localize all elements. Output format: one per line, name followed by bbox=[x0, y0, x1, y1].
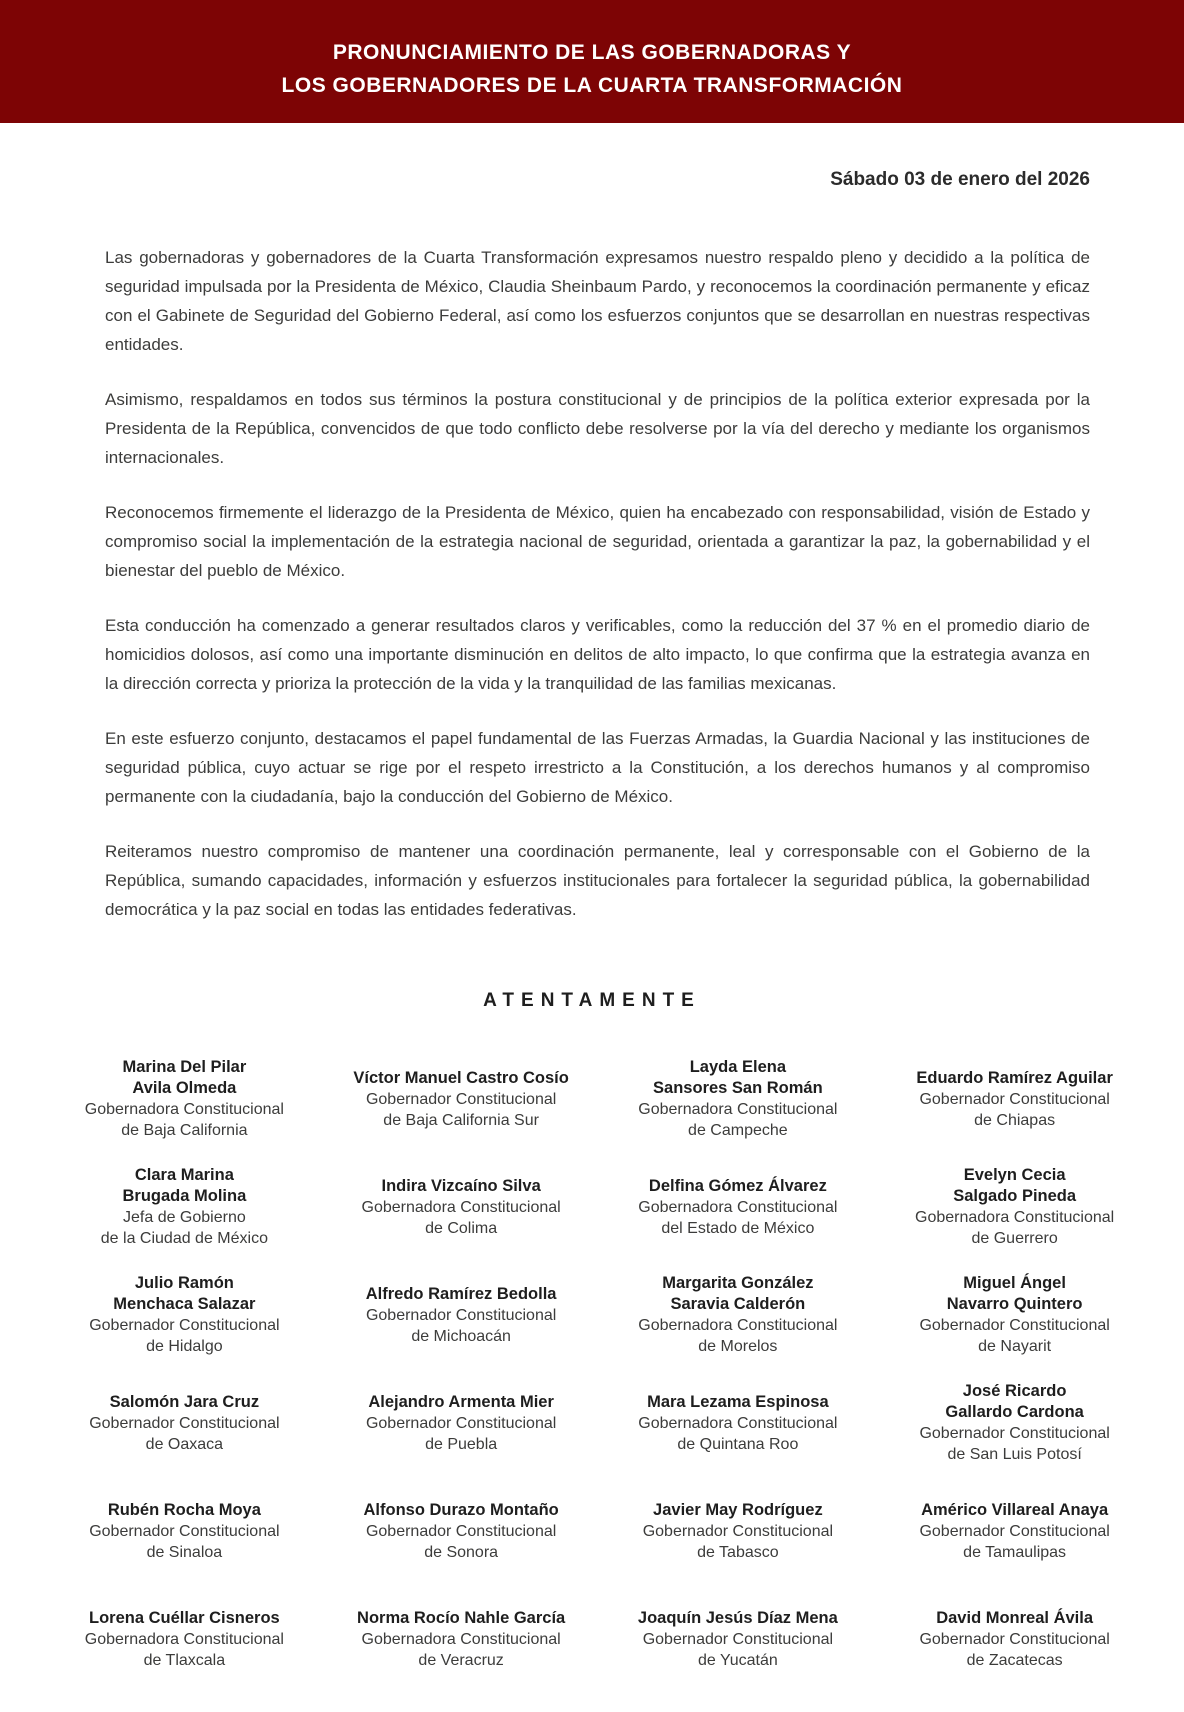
signatory-block bbox=[55, 1056, 314, 1142]
signatory-block bbox=[609, 1488, 868, 1574]
signatory-name: Delfina Gómez Álvarez bbox=[648, 1176, 827, 1195]
signatory-block bbox=[55, 1488, 314, 1574]
signatory-title: Gobernadora Constitucional del Estado de México bbox=[638, 1198, 838, 1237]
signatory-title: Gobernadora Constitucional de Morelos bbox=[638, 1317, 838, 1355]
signatory-block bbox=[885, 1596, 1144, 1682]
signatory-name: Víctor Manuel Castro Cosío bbox=[353, 1068, 569, 1087]
signatory-title: Gobernadora Constitucional de Baja California bbox=[84, 1101, 284, 1139]
signatory-name: Layda Elena Sansores San Román bbox=[653, 1058, 823, 1097]
signatory-name: Evelyn Cecia Salgado Pineda bbox=[953, 1166, 1077, 1205]
signatory-title: Gobernador Constitucional de Baja California Sur bbox=[365, 1090, 557, 1129]
signatory-title: Gobernador Constitucional de Sinaloa bbox=[89, 1522, 280, 1561]
signatory-name: Norma Rocío Nahle García bbox=[357, 1608, 566, 1627]
signatory-block bbox=[332, 1056, 591, 1142]
signatory-title: Gobernador Constitucional de Yucatán bbox=[642, 1630, 834, 1669]
signatory-title: Gobernador Constitucional de Sonora bbox=[365, 1522, 557, 1561]
signatory-block bbox=[332, 1596, 591, 1682]
signatory-block bbox=[332, 1272, 591, 1358]
signatory-title: Gobernador Constitucional de Nayarit bbox=[919, 1317, 1110, 1355]
signatory-block bbox=[55, 1164, 314, 1250]
signatory-block bbox=[55, 1596, 314, 1682]
document-title-line2: LOS GOBERNADORES DE LA CUARTA TRANSFORMACIÓN bbox=[281, 73, 903, 97]
signatory-name: Rubén Rocha Moya bbox=[107, 1500, 261, 1519]
signatory-name: David Monreal Ávila bbox=[936, 1608, 1094, 1627]
signatory-name: Mara Lezama Espinosa bbox=[647, 1392, 829, 1411]
signatory-block bbox=[55, 1272, 314, 1358]
signatory-name: Julio Ramón Menchaca Salazar bbox=[113, 1274, 256, 1313]
signatory-title: Gobernador Constitucional de Puebla bbox=[365, 1414, 557, 1453]
signatory-block bbox=[332, 1164, 591, 1250]
signatory-name: Miguel Ángel Navarro Quintero bbox=[946, 1274, 1083, 1313]
signatory-name: Indira Vizcaíno Silva bbox=[381, 1176, 541, 1195]
paragraph-5: En este esfuerzo conjunto, destacamos el papel fundamental de las Fuerzas Armadas, la Guardia Nacional y las instituciones de seguridad pública, cuyo actuar se rige por el respeto irrestricto a la Constitución, a los derechos humanos y al compromiso permanente con la ciudadanía, bajo la conducción del Gobierno de México. bbox=[105, 729, 1090, 806]
signatory-name: Américo Villareal Anaya bbox=[921, 1500, 1109, 1519]
signatory-block bbox=[609, 1272, 868, 1358]
signatory-title: Gobernadora Constitucional de Campeche bbox=[638, 1101, 838, 1139]
signatory-name: José Ricardo Gallardo Cardona bbox=[945, 1382, 1084, 1421]
signatory-title: Gobernador Constitucional de Zacatecas bbox=[919, 1630, 1110, 1669]
signatory-name: Clara Marina Brugada Molina bbox=[122, 1166, 247, 1205]
signatory-block bbox=[885, 1272, 1144, 1358]
signatory-name: Alejandro Armenta Mier bbox=[368, 1392, 554, 1411]
signatory-block bbox=[332, 1380, 591, 1466]
paragraph-6: Reiteramos nuestro compromiso de mantener una coordinación permanente, leal y corresponsable con el Gobierno de la República, sumando capacidades, información y esfuerzos institucionales para fortalecer la seguridad pública, la gobernabilidad democrática y la paz social en todas las entidades federativas. bbox=[105, 842, 1090, 919]
signatory-title: Gobernador Constitucional de Oaxaca bbox=[89, 1414, 280, 1453]
paragraph-4: Esta conducción ha comenzado a generar resultados claros y verificables, como la reducción del 37 % en el promedio diario de homicidios dolosos, así como una importante disminución en delitos de alto impacto, lo que confirma que la estrategia avanza en la dirección correcta y prioriza la protección de la vida y la tranquilidad de las familias mexicanas. bbox=[105, 616, 1090, 693]
signatory-block bbox=[885, 1056, 1144, 1142]
signatory-name: Alfonso Durazo Montaño bbox=[363, 1500, 559, 1519]
signatory-block bbox=[609, 1056, 868, 1142]
signatory-title: Jefa de Gobierno de la Ciudad de México bbox=[100, 1209, 268, 1247]
document-title-line1: PRONUNCIAMIENTO DE LAS GOBERNADORAS Y bbox=[332, 40, 852, 64]
signatory-name: Margarita González Saravia Calderón bbox=[662, 1274, 814, 1313]
signatory-name: Marina Del Pilar Avila Olmeda bbox=[122, 1058, 247, 1097]
signatory-title: Gobernadora Constitucional de Colima bbox=[361, 1198, 561, 1237]
signatory-name: Lorena Cuéllar Cisneros bbox=[89, 1608, 280, 1627]
signatory-block bbox=[885, 1164, 1144, 1250]
closing-heading: ATENTAMENTE bbox=[483, 990, 701, 1011]
signatory-block bbox=[609, 1164, 868, 1250]
signatory-name: Javier May Rodríguez bbox=[653, 1500, 823, 1519]
signatory-title: Gobernador Constitucional de Michoacán bbox=[365, 1306, 557, 1345]
signatory-block bbox=[609, 1380, 868, 1466]
signatory-block bbox=[332, 1488, 591, 1574]
signatory-title: Gobernador Constitucional de San Luis Potosí bbox=[919, 1425, 1110, 1463]
signatory-name: Joaquín Jesús Díaz Mena bbox=[637, 1608, 838, 1627]
paragraph-2: Asimismo, respaldamos en todos sus términos la postura constitucional y de principios de la política exterior expresada por la Presidenta de la República, convencidos de que todo conflicto debe resolverse por la vía del derecho y mediante los organismos internacionales. bbox=[105, 390, 1090, 467]
paragraph-3: Reconocemos firmemente el liderazgo de la Presidenta de México, quien ha encabezado con responsabilidad, visión de Estado y compromiso social la implementación de la estrategia nacional de seguridad, orientada a garantizar la paz, la gobernabilidad y el bienestar del pueblo de México. bbox=[105, 503, 1090, 580]
signatory-name: Salomón Jara Cruz bbox=[109, 1392, 260, 1411]
document-header-banner bbox=[0, 0, 1184, 123]
signatory-title: Gobernadora Constitucional de Quintana Roo bbox=[638, 1414, 838, 1453]
signatory-name: Eduardo Ramírez Aguilar bbox=[916, 1068, 1113, 1087]
signatory-title: Gobernadora Constitucional de Veracruz bbox=[361, 1630, 561, 1669]
signatory-title: Gobernador Constitucional de Hidalgo bbox=[89, 1317, 280, 1355]
signatory-block bbox=[885, 1380, 1144, 1466]
paragraph-1: Las gobernadoras y gobernadores de la Cuarta Transformación expresamos nuestro respaldo pleno y decidido a la política de seguridad impulsada por la Presidenta de México, Claudia Sheinbaum Pardo, y reconocemos la coordinación permanente y eficaz con el Gabinete de Seguridad del Gobierno Federal, así como los esfuerzos conjuntos que se desarrollan en nuestras respectivas entidades. bbox=[105, 248, 1090, 354]
signatory-name: Alfredo Ramírez Bedolla bbox=[365, 1284, 557, 1303]
signatory-block bbox=[55, 1380, 314, 1466]
signatory-title: Gobernador Constitucional de Tamaulipas bbox=[919, 1522, 1110, 1561]
signatures-grid bbox=[55, 1056, 1144, 1682]
document-body bbox=[105, 243, 1090, 924]
signatory-block bbox=[885, 1488, 1144, 1574]
signatory-title: Gobernador Constitucional de Chiapas bbox=[919, 1090, 1110, 1129]
signatory-title: Gobernadora Constitucional de Tlaxcala bbox=[84, 1630, 284, 1669]
date-line: Sábado 03 de enero del 2026 bbox=[830, 169, 1090, 190]
signatory-block bbox=[609, 1596, 868, 1682]
signatory-title: Gobernadora Constitucional de Guerrero bbox=[915, 1209, 1115, 1247]
signatory-title: Gobernador Constitucional de Tabasco bbox=[642, 1522, 834, 1561]
